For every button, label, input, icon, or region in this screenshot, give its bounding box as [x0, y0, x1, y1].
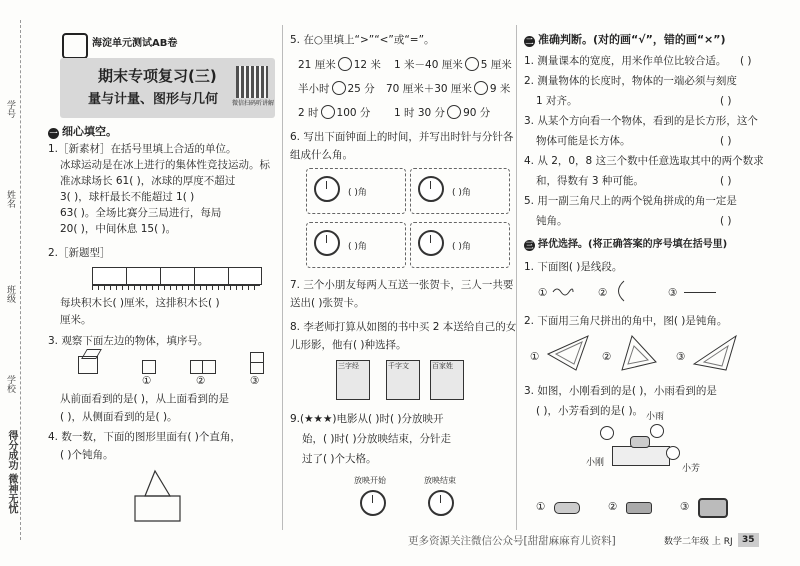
- q5-r3-b: 100 分: [336, 107, 371, 119]
- q1-line-4: 3( )，球杆最长不能超过 1( ): [60, 191, 195, 203]
- q5-r1-b: 12 米: [353, 59, 381, 71]
- q5-text: 5. 在○里填上“>”“<”或“=”。: [290, 34, 435, 46]
- q1-line-3: 准冰球场长 61( )，冰球的厚度不超过: [60, 175, 236, 187]
- section-number-icon: 二: [525, 37, 534, 46]
- q1-line-2: 冰球运动是在冰上进行的集体性竞技运动。标: [60, 159, 270, 171]
- brand-name: 海淀单元测试AB卷: [92, 38, 178, 49]
- q5-r3-d: 90 分: [463, 107, 491, 119]
- q5-answer-circle[interactable]: [338, 57, 352, 71]
- judge-5: 5. 用一副三角尺上的两个锐角拼成的角一定是: [524, 195, 737, 207]
- q2-line-2: 厘米。: [60, 314, 92, 326]
- q7-line-1: 7. 三个小朋友每两人互送一张贺卡，三人一共要: [290, 279, 514, 291]
- q5-row3: [298, 105, 370, 120]
- c3-opt-3: ③: [680, 501, 690, 513]
- q2-line-1: 每块积木长( )厘米，这排积木长( ): [60, 297, 220, 309]
- q3-line-2: ( )，从侧面看到的是( )。: [60, 411, 178, 423]
- c3-opt-1: ①: [536, 501, 546, 513]
- section-judge: [524, 33, 726, 47]
- c2-opt-1: ①: [530, 351, 540, 363]
- q6-angle-label-2: ( )角: [452, 188, 471, 198]
- judge-2b: 1 对齐。: [536, 95, 578, 107]
- view-figure-1: [554, 502, 580, 514]
- q5-r3-a: 2 时: [298, 107, 319, 119]
- q6-angle-label-4: ( )角: [452, 242, 471, 252]
- q4-line-1: 4. 数一数，下面的图形里面有( )个直角，: [48, 431, 241, 443]
- page-number: 35: [738, 533, 759, 547]
- q3-line-1: 从前面看到的是( )，从上面看到的是: [60, 393, 230, 405]
- q6-line-1: 6. 写出下面钟面上的时间，并写出时针与分针各: [290, 131, 514, 143]
- c1-opt-1: ①: [538, 287, 548, 299]
- footer-watermark: 更多资源关注微信公众号[甜甜麻麻育儿资料]: [408, 535, 616, 547]
- q3-option-2: ②: [196, 375, 206, 387]
- choice-1: 1. 下面图( )是线段。: [524, 261, 623, 273]
- q5-row2-right: [386, 81, 510, 96]
- q3-text: 3. 观察下面左边的物体，填序号。: [48, 335, 209, 347]
- judge-3-paren[interactable]: ( ): [720, 135, 732, 147]
- c3-name-xiaofang: 小芳: [682, 464, 701, 474]
- q5-r1-c: 1 米－40 厘米: [394, 59, 463, 71]
- page-title: 期末专项复习(三): [98, 67, 217, 85]
- clock-icon: [418, 230, 444, 256]
- triangle-ruler-figure-3: [692, 334, 738, 372]
- q9-line-2: 始，( )时( )分放映结束，分针走: [302, 433, 452, 445]
- section-fill-blank: [48, 125, 117, 139]
- q6-angle-label-1: ( )角: [348, 188, 367, 198]
- q4-triangle: [145, 471, 170, 496]
- q5-row1: [298, 57, 381, 72]
- column-divider-1: [282, 25, 283, 530]
- judge-4b: 和，得数有 3 种可能。: [536, 175, 644, 187]
- q5-r3-c: 1 时 30 分: [394, 107, 446, 119]
- judge-3b: 物体可能是长方体。: [536, 135, 631, 147]
- q9-start-label: 放映开始: [354, 476, 386, 485]
- choice-2: 2. 下面用三角尺拼出的角中，图( )是钝角。: [524, 315, 728, 327]
- judge-1-paren[interactable]: ( ): [740, 55, 752, 67]
- c1-opt-2: ②: [598, 287, 608, 299]
- q5-answer-circle[interactable]: [447, 105, 461, 119]
- triangle-ruler-figure-2: [618, 334, 658, 372]
- q5-row2: [298, 81, 375, 96]
- ruler-scale: [92, 285, 260, 290]
- clock-icon: [360, 490, 386, 516]
- brand-logo-icon: [62, 33, 88, 59]
- c2-opt-2: ②: [602, 351, 612, 363]
- q3-option-1: ①: [142, 375, 152, 387]
- kid-xiaoyu-avatar: [650, 424, 664, 438]
- q5-r2-a: 半小时: [298, 83, 330, 95]
- view-option-1-figure: [142, 360, 156, 374]
- section-choice: [524, 238, 727, 252]
- clock-icon: [314, 176, 340, 202]
- margin-school: 学校: [5, 375, 15, 393]
- c3-name-xiaoyu: 小雨: [646, 412, 665, 422]
- q5-answer-circle[interactable]: [474, 81, 488, 95]
- arc-line-icon: [612, 280, 626, 302]
- clock-icon: [418, 176, 444, 202]
- choice-3-line-2: ( )，小芳看到的是( )。: [536, 405, 644, 417]
- q6-line-2: 组成什么角。: [290, 149, 353, 161]
- q6-angle-label-3: ( )角: [348, 242, 367, 252]
- qr-code-icon: [236, 66, 268, 98]
- column-divider-2: [516, 25, 517, 530]
- margin-dashed-line: [20, 20, 22, 540]
- q3-option-3: ③: [250, 375, 260, 387]
- judge-3: 3. 从某个方向看一个物体，看到的是长方形，这个: [524, 115, 758, 127]
- q8-line-2: 儿形影，他有( )种选择。: [290, 339, 407, 351]
- margin-class: 班级: [5, 285, 15, 303]
- cube-stack-top: [81, 349, 102, 359]
- margin-student-no: 学号: [5, 100, 15, 118]
- q1-line-1: 1.［新素材］在括号里填上合适的单位。: [48, 143, 237, 155]
- q4-rectangle: [135, 496, 180, 521]
- kid-xiaogang-avatar: [600, 426, 614, 440]
- footer-grade: 数学二年级 上 RJ: [664, 537, 733, 547]
- q5-r2-b: 25 分: [347, 83, 375, 95]
- c1-opt-3: ③: [668, 287, 678, 299]
- table-figure: [612, 446, 670, 466]
- view-option-2-figure: [190, 360, 216, 374]
- q5-answer-circle[interactable]: [332, 81, 346, 95]
- c3-name-xiaogang: 小刚: [586, 458, 605, 468]
- triangle-ruler-figure-1: [546, 334, 590, 372]
- book-title-2: 千字文: [388, 362, 409, 370]
- segment-line-icon: [684, 292, 716, 293]
- section-fill-blank-label: 细心填空。: [62, 125, 117, 138]
- page-subtitle: 量与计量、图形与几何: [88, 92, 219, 107]
- q5-row1-right: [394, 57, 512, 72]
- q5-row3-right: [394, 105, 490, 120]
- clock-icon: [314, 230, 340, 256]
- q5-r2-c: 70 厘米＋30 厘米: [386, 83, 472, 95]
- judge-4-paren[interactable]: ( ): [720, 175, 732, 187]
- choice-3-line-1: 3. 如图，小刚看到的是( )，小雨看到的是: [524, 385, 717, 397]
- kid-xiaofang-avatar: [666, 446, 680, 460]
- judge-5b: 钝角。: [536, 215, 568, 227]
- q5-answer-circle[interactable]: [465, 57, 479, 71]
- q4-shape-figure: [125, 466, 195, 526]
- judge-2: 2. 测量物体的长度时，物体的一端必须与刻度: [524, 75, 737, 87]
- object-on-table: [630, 436, 650, 448]
- section-number-icon: 三: [525, 241, 534, 250]
- judge-4: 4. 从 2，0，8 这三个数中任意选取其中的两个数求: [524, 155, 764, 167]
- qr-caption: 微信扫码听讲解: [232, 100, 275, 107]
- c2-opt-3: ③: [676, 351, 686, 363]
- view-option-3-figure: [250, 352, 264, 374]
- judge-2-paren[interactable]: ( ): [720, 95, 732, 107]
- q2-heading: 2.［新题型］: [48, 247, 111, 259]
- view-figure-2: [626, 502, 652, 514]
- section-number-icon: 一: [49, 129, 58, 138]
- q5-r1-d: 5 厘米: [480, 59, 512, 71]
- section-judge-label: 准确判断。(对的画“√”，错的画“×”): [538, 33, 726, 46]
- q5-answer-circle[interactable]: [321, 105, 335, 119]
- margin-name: 姓名: [5, 190, 15, 208]
- view-figure-3: [698, 498, 728, 518]
- q5-r1-a: 21 厘米: [298, 59, 336, 71]
- book-title-1: 三字经: [338, 362, 359, 370]
- q9-line-3: 过了( )个大格。: [302, 453, 377, 465]
- ruler-blocks-figure: [92, 267, 262, 285]
- q7-line-2: 送出( )张贺卡。: [290, 297, 365, 309]
- clock-icon: [428, 490, 454, 516]
- q4-line-2: ( )个钝角。: [60, 449, 114, 461]
- q5-r2-d: 9 米: [489, 83, 511, 95]
- q1-line-5: 63( )。全场比赛分三局进行，每局: [60, 207, 222, 219]
- section-choice-label: 择优选择。(将正确答案的序号填在括号里): [538, 239, 728, 250]
- margin-slogan: 得分成功 微神无忧: [6, 430, 17, 514]
- c3-opt-2: ②: [608, 501, 618, 513]
- q1-line-6: 20( )，中间休息 15( )。: [60, 223, 177, 235]
- judge-5-paren[interactable]: ( ): [720, 215, 732, 227]
- judge-1: 1. 测量课本的宽度，用米作单位比较合适。: [524, 55, 727, 67]
- curve-line-icon: [552, 286, 574, 298]
- q9-end-label: 放映结束: [424, 476, 456, 485]
- q9-line-1: 9.(★★★)电影从( )时( )分放映开: [290, 413, 444, 425]
- book-title-3: 百家姓: [432, 362, 453, 370]
- q8-line-1: 8. 李老师打算从如图的书中买 2 本送给自己的女: [290, 321, 517, 333]
